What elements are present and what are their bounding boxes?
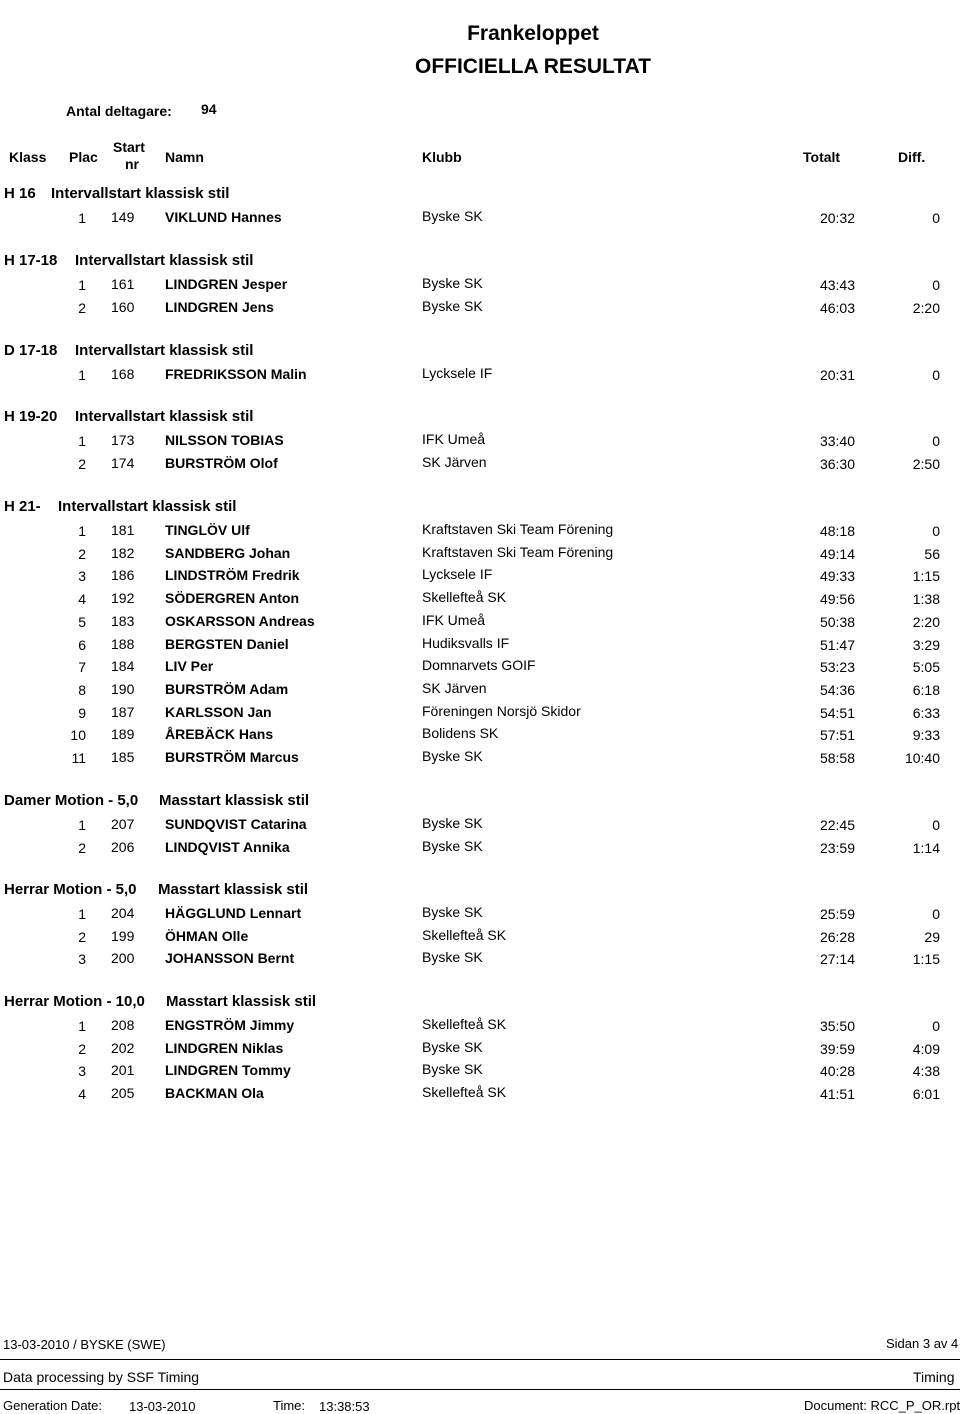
placement: 11 bbox=[71, 750, 86, 766]
placement: 3 bbox=[78, 568, 86, 584]
club-name: Byske SK bbox=[422, 1061, 483, 1077]
col-totalt: Totalt bbox=[803, 149, 841, 165]
total-time: 50:38 bbox=[819, 614, 855, 630]
class-start-type: Masstart klassisk stil bbox=[159, 792, 310, 809]
club-name: Bolidens SK bbox=[422, 725, 499, 741]
placement: 10 bbox=[70, 727, 86, 743]
start-number: 190 bbox=[111, 681, 135, 697]
total-time: 58:58 bbox=[819, 750, 855, 766]
club-name: Byske SK bbox=[422, 748, 483, 764]
start-number: 199 bbox=[111, 928, 135, 944]
club-name: Skellefteå SK bbox=[422, 589, 507, 605]
footer-timing: Timing bbox=[913, 1369, 955, 1385]
athlete-name: TINGLÖV Ulf bbox=[165, 522, 250, 538]
class-name: Herrar Motion - 10,0 bbox=[4, 993, 145, 1010]
time-diff: 9:33 bbox=[912, 727, 940, 743]
total-time: 22:45 bbox=[819, 817, 855, 833]
placement: 2 bbox=[78, 1041, 86, 1057]
total-time: 49:33 bbox=[819, 568, 855, 584]
time-diff: 2:20 bbox=[912, 614, 940, 630]
athlete-name: BURSTRÖM Olof bbox=[165, 455, 278, 471]
club-name: Domnarvets GOIF bbox=[422, 657, 536, 673]
athlete-name: LINDQVIST Annika bbox=[165, 839, 290, 855]
footer-document: Document: RCC_P_OR.rpt bbox=[804, 1398, 960, 1413]
time-diff: 10:40 bbox=[904, 750, 940, 766]
class-start-type: Masstart klassisk stil bbox=[158, 881, 309, 898]
col-klubb: Klubb bbox=[422, 149, 462, 165]
athlete-name: NILSSON TOBIAS bbox=[165, 432, 284, 448]
start-number: 173 bbox=[111, 432, 135, 448]
class-name: H 17-18 bbox=[4, 252, 58, 269]
start-number: 208 bbox=[111, 1017, 135, 1033]
start-number: 161 bbox=[111, 276, 135, 292]
total-time: 20:31 bbox=[819, 367, 855, 383]
club-name: Kraftstaven Ski Team Förening bbox=[422, 544, 614, 560]
athlete-name: LIV Per bbox=[165, 658, 214, 674]
total-time: 39:59 bbox=[819, 1041, 855, 1057]
time-diff: 1:15 bbox=[912, 951, 940, 967]
total-time: 43:43 bbox=[819, 277, 855, 293]
col-diff: Diff. bbox=[898, 149, 926, 165]
club-name: IFK Umeå bbox=[422, 612, 486, 628]
class-name: H 16 bbox=[4, 185, 36, 202]
placement: 2 bbox=[78, 456, 86, 472]
athlete-name: BACKMAN Ola bbox=[165, 1085, 264, 1101]
club-name: Byske SK bbox=[422, 815, 483, 831]
placement: 1 bbox=[78, 433, 86, 449]
time-diff: 6:01 bbox=[912, 1086, 940, 1102]
time-diff: 0 bbox=[932, 210, 940, 226]
athlete-name: FREDRIKSSON Malin bbox=[165, 366, 307, 382]
total-time: 54:51 bbox=[819, 705, 855, 721]
col-klass: Klass bbox=[9, 149, 47, 165]
club-name: Skellefteå SK bbox=[422, 1016, 507, 1032]
start-number: 189 bbox=[111, 726, 135, 742]
club-name: Byske SK bbox=[422, 298, 483, 314]
start-number: 186 bbox=[111, 567, 135, 583]
total-time: 54:36 bbox=[819, 682, 855, 698]
placement: 1 bbox=[78, 210, 86, 226]
athlete-name: JOHANSSON Bernt bbox=[165, 950, 295, 966]
athlete-name: ÖHMAN Olle bbox=[165, 928, 249, 944]
placement: 2 bbox=[78, 840, 86, 856]
total-time: 26:28 bbox=[819, 929, 855, 945]
time-diff: 0 bbox=[932, 817, 940, 833]
club-name: Kraftstaven Ski Team Förening bbox=[422, 521, 614, 537]
time-diff: 0 bbox=[932, 1018, 940, 1034]
time-diff: 1:38 bbox=[912, 591, 940, 607]
results-subtitle: OFFICIELLA RESULTAT bbox=[414, 55, 652, 78]
athlete-name: BURSTRÖM Adam bbox=[165, 681, 289, 697]
start-number: 168 bbox=[111, 366, 135, 382]
start-number: 206 bbox=[111, 839, 135, 855]
placement: 1 bbox=[78, 277, 86, 293]
start-number: 149 bbox=[111, 209, 135, 225]
club-name: Föreningen Norsjö Skidor bbox=[422, 703, 581, 719]
club-name: SK Järven bbox=[422, 454, 487, 470]
class-name: H 21- bbox=[4, 498, 41, 515]
total-time: 46:03 bbox=[819, 300, 855, 316]
col-nr: nr bbox=[125, 156, 139, 172]
athlete-name: OSKARSSON Andreas bbox=[165, 613, 315, 629]
athlete-name: LINDGREN Jens bbox=[165, 299, 274, 315]
col-plac: Plac bbox=[69, 149, 98, 165]
club-name: Byske SK bbox=[422, 275, 483, 291]
time-diff: 0 bbox=[932, 523, 940, 539]
club-name: Byske SK bbox=[422, 949, 483, 965]
start-number: 187 bbox=[111, 704, 135, 720]
placement: 5 bbox=[78, 614, 86, 630]
total-time: 33:40 bbox=[819, 433, 855, 449]
athlete-name: SANDBERG Johan bbox=[165, 545, 291, 561]
time-diff: 0 bbox=[932, 277, 940, 293]
footer-processing: Data processing by SSF Timing bbox=[3, 1369, 200, 1385]
start-number: 188 bbox=[111, 636, 135, 652]
athlete-name: LINDGREN Niklas bbox=[165, 1040, 284, 1056]
time-diff: 1:15 bbox=[912, 568, 940, 584]
participants-label: Antal deltagare: bbox=[66, 103, 172, 119]
placement: 2 bbox=[78, 546, 86, 562]
total-time: 49:14 bbox=[819, 546, 855, 562]
total-time: 23:59 bbox=[819, 840, 855, 856]
athlete-name: ENGSTRÖM Jimmy bbox=[165, 1017, 295, 1033]
placement: 8 bbox=[78, 682, 86, 698]
total-time: 51:47 bbox=[819, 637, 855, 653]
total-time: 27:14 bbox=[819, 951, 855, 967]
placement: 6 bbox=[78, 637, 86, 653]
footer-divider-top bbox=[0, 1359, 960, 1360]
total-time: 20:32 bbox=[819, 210, 855, 226]
placement: 3 bbox=[78, 1063, 86, 1079]
start-number: 202 bbox=[111, 1040, 135, 1056]
total-time: 36:30 bbox=[819, 456, 855, 472]
placement: 2 bbox=[78, 929, 86, 945]
club-name: Hudiksvalls IF bbox=[422, 635, 510, 651]
class-start-type: Intervallstart klassisk stil bbox=[75, 342, 254, 359]
class-name: D 17-18 bbox=[4, 342, 58, 359]
class-start-type: Masstart klassisk stil bbox=[166, 993, 317, 1010]
class-start-type: Intervallstart klassisk stil bbox=[51, 185, 230, 202]
athlete-name: VIKLUND Hannes bbox=[165, 209, 282, 225]
club-name: Byske SK bbox=[422, 208, 483, 224]
start-number: 204 bbox=[111, 905, 135, 921]
club-name: Skellefteå SK bbox=[422, 1084, 507, 1100]
time-diff: 6:33 bbox=[912, 705, 940, 721]
footer-page: Sidan 3 av 4 bbox=[886, 1336, 959, 1351]
footer-time-label: Time: bbox=[273, 1398, 306, 1413]
time-diff: 3:29 bbox=[912, 637, 940, 653]
participants-count: 94 bbox=[201, 101, 217, 117]
total-time: 53:23 bbox=[819, 659, 855, 675]
class-start-type: Intervallstart klassisk stil bbox=[58, 498, 237, 515]
athlete-name: KARLSSON Jan bbox=[165, 704, 272, 720]
start-number: 201 bbox=[111, 1062, 135, 1078]
col-namn: Namn bbox=[165, 149, 204, 165]
footer-time-value: 13:38:53 bbox=[319, 1399, 370, 1414]
start-number: 205 bbox=[111, 1085, 135, 1101]
placement: 3 bbox=[78, 951, 86, 967]
athlete-name: HÄGGLUND Lennart bbox=[165, 905, 302, 921]
time-diff: 2:50 bbox=[912, 456, 940, 472]
placement: 1 bbox=[78, 523, 86, 539]
start-number: 207 bbox=[111, 816, 135, 832]
athlete-name: LINDSTRÖM Fredrik bbox=[165, 567, 300, 583]
placement: 1 bbox=[78, 817, 86, 833]
club-name: Skellefteå SK bbox=[422, 927, 507, 943]
club-name: IFK Umeå bbox=[422, 431, 486, 447]
event-title: Frankeloppet bbox=[467, 22, 599, 45]
club-name: Byske SK bbox=[422, 904, 483, 920]
club-name: Lycksele IF bbox=[422, 365, 493, 381]
athlete-name: BERGSTEN Daniel bbox=[165, 636, 289, 652]
total-time: 25:59 bbox=[819, 906, 855, 922]
time-diff: 29 bbox=[924, 929, 940, 945]
class-name: Herrar Motion - 5,0 bbox=[4, 881, 137, 898]
time-diff: 0 bbox=[932, 367, 940, 383]
footer-gen-date: 13-03-2010 bbox=[129, 1399, 196, 1414]
start-number: 160 bbox=[111, 299, 135, 315]
footer-gen-label: Generation Date: bbox=[3, 1398, 103, 1413]
time-diff: 5:05 bbox=[912, 659, 940, 675]
athlete-name: SÖDERGREN Anton bbox=[165, 590, 300, 606]
placement: 1 bbox=[78, 367, 86, 383]
placement: 7 bbox=[78, 659, 86, 675]
club-name: Lycksele IF bbox=[422, 566, 493, 582]
athlete-name: ÅREBÄCK Hans bbox=[165, 726, 274, 742]
col-start: Start bbox=[113, 139, 145, 155]
class-start-type: Intervallstart klassisk stil bbox=[75, 252, 254, 269]
athlete-name: LINDGREN Tommy bbox=[165, 1062, 291, 1078]
time-diff: 2:20 bbox=[912, 300, 940, 316]
footer-date-place: 13-03-2010 / BYSKE (SWE) bbox=[3, 1337, 166, 1352]
class-name: Damer Motion - 5,0 bbox=[4, 792, 139, 809]
athlete-name: LINDGREN Jesper bbox=[165, 276, 288, 292]
total-time: 49:56 bbox=[819, 591, 855, 607]
start-number: 200 bbox=[111, 950, 135, 966]
placement: 2 bbox=[78, 300, 86, 316]
time-diff: 4:09 bbox=[912, 1041, 940, 1057]
athlete-name: BURSTRÖM Marcus bbox=[165, 749, 299, 765]
start-number: 181 bbox=[111, 522, 135, 538]
total-time: 35:50 bbox=[819, 1018, 855, 1034]
placement: 1 bbox=[78, 906, 86, 922]
time-diff: 56 bbox=[924, 546, 940, 562]
start-number: 183 bbox=[111, 613, 135, 629]
start-number: 184 bbox=[111, 658, 135, 674]
club-name: Byske SK bbox=[422, 1039, 483, 1055]
placement: 1 bbox=[78, 1018, 86, 1034]
time-diff: 0 bbox=[932, 433, 940, 449]
total-time: 41:51 bbox=[819, 1086, 855, 1102]
time-diff: 4:38 bbox=[912, 1063, 940, 1079]
club-name: SK Järven bbox=[422, 680, 487, 696]
start-number: 192 bbox=[111, 590, 135, 606]
athlete-name: SUNDQVIST Catarina bbox=[165, 816, 307, 832]
class-name: H 19-20 bbox=[4, 408, 58, 425]
club-name: Byske SK bbox=[422, 838, 483, 854]
start-number: 185 bbox=[111, 749, 135, 765]
placement: 9 bbox=[78, 705, 86, 721]
start-number: 174 bbox=[111, 455, 135, 471]
class-start-type: Intervallstart klassisk stil bbox=[75, 408, 254, 425]
total-time: 57:51 bbox=[819, 727, 855, 743]
start-number: 182 bbox=[111, 545, 135, 561]
total-time: 48:18 bbox=[819, 523, 855, 539]
total-time: 40:28 bbox=[819, 1063, 855, 1079]
footer-divider-mid bbox=[0, 1389, 960, 1390]
placement: 4 bbox=[78, 1086, 86, 1102]
time-diff: 6:18 bbox=[912, 682, 940, 698]
time-diff: 0 bbox=[932, 906, 940, 922]
placement: 4 bbox=[78, 591, 86, 607]
time-diff: 1:14 bbox=[912, 840, 940, 856]
